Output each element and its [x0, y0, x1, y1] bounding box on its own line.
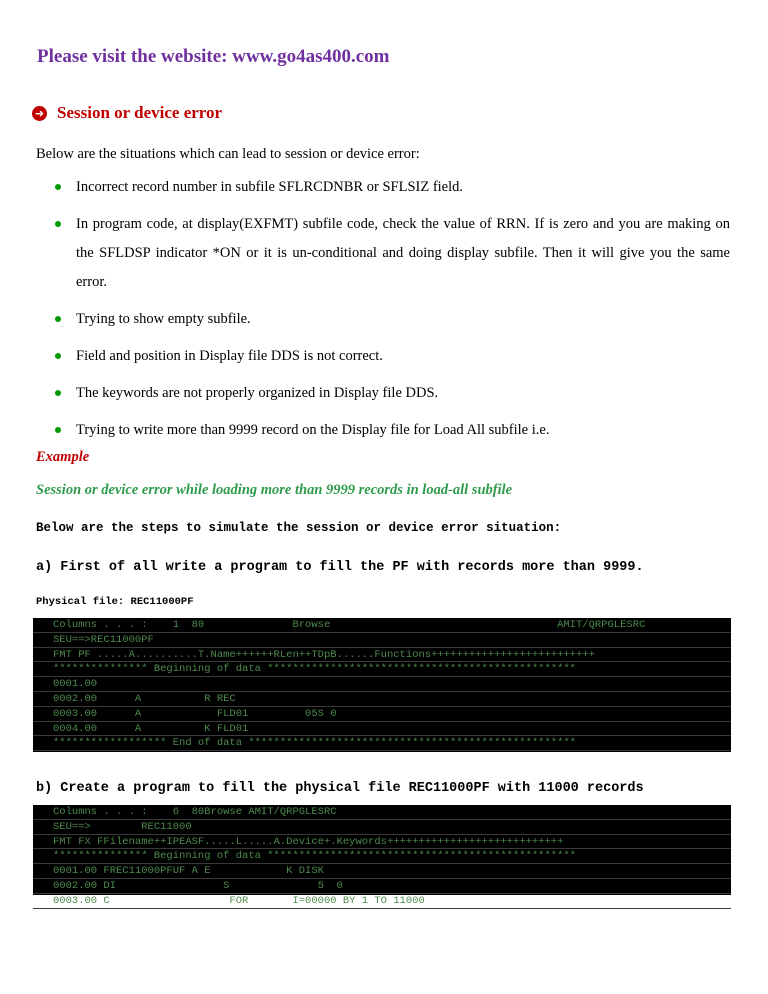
arrow-right-icon: ➜ — [32, 106, 47, 121]
physical-file-label: Physical file: REC11000PF — [36, 596, 194, 608]
bullet-dot-icon — [55, 221, 61, 227]
example-subtitle: Session or device error while loading more than 9999 records in load-all subfile — [36, 482, 513, 498]
page-header: Please visit the website: www.go4as400.com — [37, 46, 390, 67]
terminal-line: Columns . . . : 1 80 Browse AMIT/QRPGLESRC — [33, 618, 731, 633]
bullet-dot-icon — [55, 184, 61, 190]
bullet-item — [36, 210, 730, 297]
terminal-line: 0001.00 FREC11000PFUF A E K DISK — [33, 864, 731, 879]
example-label: Example — [36, 449, 90, 465]
bullet-dot-icon — [55, 427, 61, 433]
bullet-text: Incorrect record number in subfile SFLRCDNBR or SFLSIZ field. — [76, 179, 464, 195]
terminal-line: 0003.00 C FOR I=00000 BY 1 TO 11000 — [33, 894, 731, 909]
terminal-screen-2 — [33, 805, 731, 907]
bullet-item — [36, 416, 730, 445]
terminal-line: *************** Beginning of data ************************************************* — [33, 849, 731, 864]
terminal-line: 0003.00 A FLD01 05S 0 — [33, 707, 731, 722]
terminal-line: 0002.00 DI S 5 0 — [33, 879, 731, 894]
terminal-line: 0004.00 A K FLD01 — [33, 722, 731, 737]
terminal-line: 0002.00 A R REC — [33, 692, 731, 707]
terminal-screen-1 — [33, 618, 731, 752]
bullet-dot-icon — [55, 316, 61, 322]
terminal-line: FMT FX FFilename++IPEASF.....L.....A.Device+.Keywords++++++++++++++++++++++++++++ — [33, 835, 731, 850]
bullet-item — [36, 342, 730, 371]
bullet-dot-icon — [55, 353, 61, 359]
section-title: Session or device error — [57, 103, 223, 122]
terminal-line: FMT PF .....A..........T.Name++++++RLen++TDpB......Functions++++++++++++++++++++++++++ — [33, 648, 731, 663]
terminal-line: SEU==> REC11000 — [33, 820, 731, 835]
bullet-text: The keywords are not properly organized in Display file DDS. — [76, 385, 439, 401]
terminal-line: *************** Beginning of data ************************************************* — [33, 662, 731, 677]
intro-text: Below are the situations which can lead to session or device error: — [36, 146, 420, 162]
step-b: b) Create a program to fill the physical file REC11000PF with 11000 records — [36, 781, 644, 796]
terminal-line: ****************** End of data **************************************************** — [33, 736, 731, 751]
bullet-dot-icon — [55, 390, 61, 396]
section-heading — [32, 103, 222, 123]
bullet-list — [36, 173, 730, 453]
terminal-line: Columns . . . : 6 80Browse AMIT/QRPGLESRC — [33, 805, 731, 820]
bullet-text: Trying to write more than 9999 record on the Display file for Load All subfile i.e. — [76, 422, 550, 438]
terminal-line: 0001.00 — [33, 677, 731, 692]
bullet-item — [36, 379, 730, 408]
bullet-item — [36, 173, 730, 202]
bullet-text: Trying to show empty subfile. — [76, 311, 251, 327]
steps-intro: Below are the steps to simulate the session or device error situation: — [36, 521, 562, 535]
bullet-text: Field and position in Display file DDS is not correct. — [76, 348, 383, 364]
step-a: a) First of all write a program to fill the PF with records more than 9999. — [36, 560, 644, 575]
bullet-text: In program code, at display(EXFMT) subfile code, check the value of RRN. If is zero and you are making on the SFLDSP indicator *ON or it is un-conditional and doing display subfile. Then it will give you the same error. — [76, 216, 730, 290]
terminal-line: SEU==>REC11000PF — [33, 633, 731, 648]
bullet-item — [36, 305, 730, 334]
